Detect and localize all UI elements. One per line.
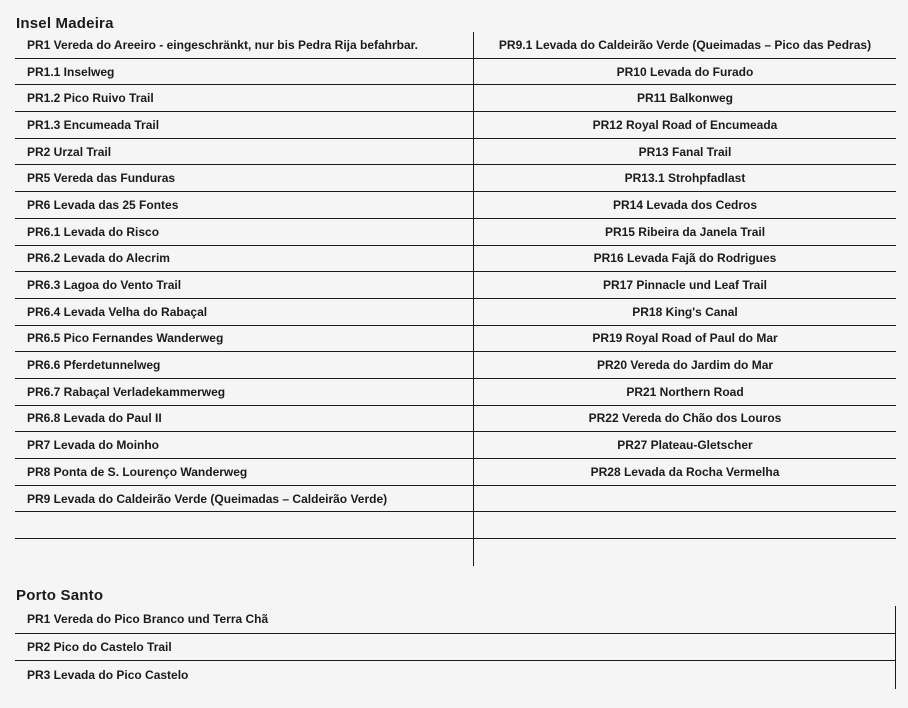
table-row	[15, 459, 896, 486]
trail-cell-left: PR6.6 Pferdetunnelweg	[15, 352, 474, 378]
table-row: PR2 Pico do Castelo Trail	[15, 634, 896, 662]
table-row	[15, 246, 896, 273]
trail-cell-left: PR6.1 Levada do Risco	[15, 219, 474, 245]
trail-cell-right: PR17 Pinnacle und Leaf Trail	[602, 278, 768, 293]
trail-cell-right: PR14 Levada dos Cedros	[612, 197, 758, 212]
section-title-madeira: Insel Madeira	[16, 15, 114, 32]
table-row	[15, 299, 896, 326]
trail-cell-right: PR27 Plateau-Gletscher	[617, 438, 753, 453]
trail-cell-left: PR5 Vereda das Funduras	[15, 165, 474, 191]
trail-cell-left: PR6.4 Levada Velha do Rabaçal	[15, 299, 474, 325]
trail-cell-left: PR6 Levada das 25 Fontes	[15, 192, 474, 218]
trail-cell-right: PR13.1 Strohpfadlast	[624, 171, 746, 186]
trail-cell-right: PR16 Levada Fajã do Rodrigues	[593, 251, 777, 266]
trail-cell-left: PR9 Levada do Caldeirão Verde (Queimadas – Caldeirão Verde)	[15, 486, 474, 512]
trail-cell-left: PR2 Urzal Trail	[15, 139, 474, 165]
trail-cell-left: PR6.5 Pico Fernandes Wanderweg	[15, 326, 474, 352]
table-row	[15, 139, 896, 166]
trail-cell-right	[474, 539, 896, 566]
table-row	[15, 219, 896, 246]
trail-cell-left: PR6.7 Rabaçal Verladekammerweg	[15, 379, 474, 405]
table-row	[15, 379, 896, 406]
section-title-porto-santo: Porto Santo	[16, 587, 104, 604]
porto-santo-trails-table	[15, 606, 896, 689]
trail-cell-right: PR12 Royal Road of Encumeada	[592, 117, 778, 132]
trail-cell-right	[474, 512, 896, 538]
trail-cell-right: PR22 Vereda do Chão dos Louros	[588, 411, 782, 426]
trail-cell-left	[15, 539, 474, 566]
trail-cell-left: PR7 Levada do Moinho	[15, 432, 474, 458]
trail-cell-right: PR11 Balkonweg	[636, 91, 734, 106]
table-row	[15, 432, 896, 459]
trail-cell-left: PR6.8 Levada do Paul II	[15, 406, 474, 432]
madeira-trails-table	[15, 32, 896, 566]
table-row: PR1 Vereda do Pico Branco und Terra Chã	[15, 606, 896, 634]
table-row	[15, 192, 896, 219]
table-row	[15, 112, 896, 139]
table-row	[15, 352, 896, 379]
trail-cell-right: PR15 Ribeira da Janela Trail	[604, 224, 766, 239]
trail-cell-right: PR28 Levada da Rocha Vermelha	[590, 464, 780, 479]
trail-cell-right: PR10 Levada do Furado	[616, 64, 754, 79]
trail-cell-left: PR1.3 Encumeada Trail	[15, 112, 474, 138]
trail-cell-right: PR13 Fanal Trail	[638, 144, 732, 159]
trail-cell-left: PR1.1 Inselweg	[15, 59, 474, 85]
trail-cell-left: PR8 Ponta de S. Lourenço Wanderweg	[15, 459, 474, 485]
trail-cell-left	[15, 512, 474, 538]
table-row	[15, 512, 896, 539]
trail-cell-right: PR19 Royal Road of Paul do Mar	[592, 331, 778, 346]
trail-cell-right	[474, 486, 896, 512]
table-row	[15, 59, 896, 86]
table-row	[15, 165, 896, 192]
trail-cell-left: PR6.2 Levada do Alecrim	[15, 246, 474, 272]
table-row	[15, 486, 896, 513]
table-row	[15, 326, 896, 353]
trail-cell-left: PR1.2 Pico Ruivo Trail	[15, 85, 474, 111]
trail-cell-right: PR21 Northern Road	[626, 384, 744, 399]
trail-cell-left: PR1 Vereda do Areeiro - eingeschränkt, nur bis Pedra Rija befahrbar.	[15, 32, 474, 58]
table-row	[15, 406, 896, 433]
table-row	[15, 85, 896, 112]
trail-cell-right: PR9.1 Levada do Caldeirão Verde (Queimadas – Pico das Pedras)	[498, 37, 872, 52]
table-row	[15, 539, 896, 566]
table-row: PR3 Levada do Pico Castelo	[15, 661, 896, 689]
table-row	[15, 32, 896, 59]
trail-cell-right: PR20 Vereda do Jardim do Mar	[596, 358, 774, 373]
trail-cell-left: PR6.3 Lagoa do Vento Trail	[15, 272, 474, 298]
trail-cell-right: PR18 King's Canal	[632, 304, 738, 319]
table-row	[15, 272, 896, 299]
